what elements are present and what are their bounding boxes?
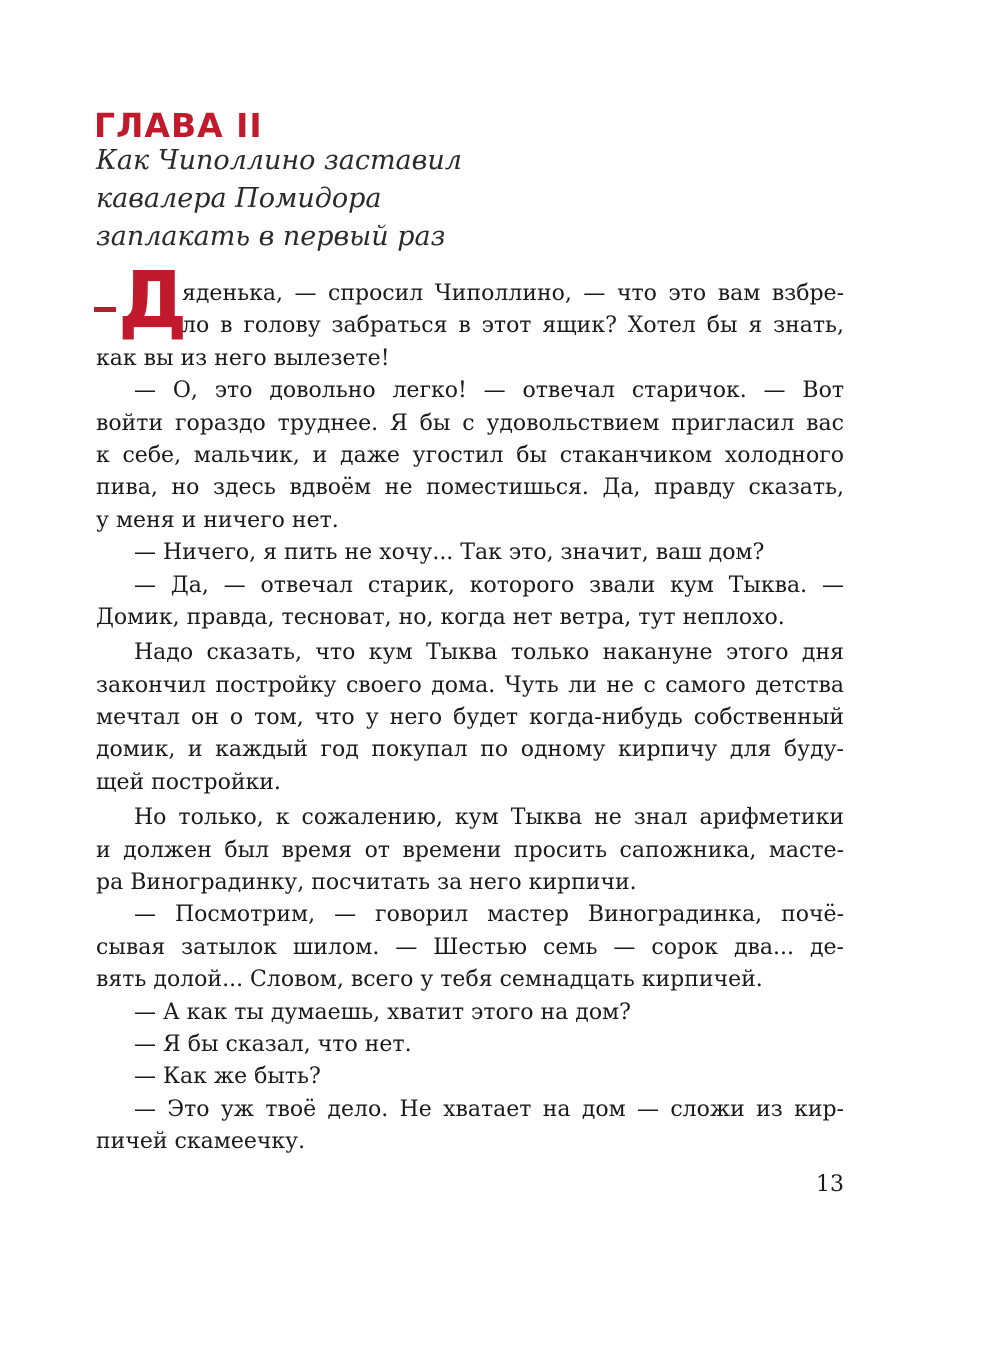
text-line: — Посмотрим, — говорил мастер Виноградинка, почё- — [134, 902, 844, 928]
text-line: к себе, мальчик, и даже угостил бы стаканчиком холодного — [96, 442, 844, 468]
text-line: Но только, к сожалению, кум Тыква не знал арифметики — [134, 805, 844, 831]
text-line: вять долой... Словом, всего у тебя семнадцать кирпичей. — [96, 967, 763, 993]
dropcap-letter: Д — [118, 256, 188, 346]
text-line: — Ничего, я пить не хочу... Так это, значит, ваш дом? — [134, 540, 765, 566]
text-line: — Это уж твоё дело. Не хватает на дом — сложи из кир- — [134, 1096, 844, 1122]
text-line: Домик, правда, тесноват, но, когда нет ветра, тут неплохо. — [96, 604, 785, 630]
text-line: войти гораздо труднее. Я бы с удовольствием пригласил вас — [96, 410, 844, 436]
text-line: — О, это довольно легко! — отвечал старичок. — Вот — [134, 378, 844, 404]
text-line: как вы из него вылезете! — [96, 345, 390, 371]
text-line: щей постройки. — [96, 769, 281, 795]
chapter-subtitle — [96, 142, 516, 256]
text-line: ра Виноградинку, посчитать за него кирпичи. — [96, 870, 637, 896]
body-text — [96, 278, 844, 1159]
text-line: ло в голову забраться в этот ящик? Хотел бы я знать, — [182, 313, 844, 339]
text-line: — Я бы сказал, что нет. — [134, 1031, 412, 1057]
text-line: — Да, — отвечал старик, которого звали кум Тыква. — — [134, 572, 844, 598]
page-number: 13 — [816, 1172, 844, 1197]
text-line: домик, и каждый год покупал по одному кирпичу для буду- — [96, 737, 844, 763]
text-line: — Как же быть? — [134, 1064, 321, 1090]
subtitle-line: Как Чиполлино заставил — [96, 145, 462, 176]
text-line: пичей скамеечку. — [96, 1129, 306, 1155]
text-line: пива, но здесь вдвоём не поместишься. Да, правду сказать, — [96, 475, 844, 501]
text-line: у меня и ничего нет. — [96, 507, 339, 533]
text-line: сывая затылок шилом. — Шестью семь — сорок два... де- — [96, 934, 844, 960]
text-line: яденька, — спросил Чиполлино, — что это вам взбре- — [182, 281, 844, 306]
text-line: мечтал он о том, что у него будет когда-нибудь собственный — [96, 705, 844, 731]
subtitle-line: заплакать в первый раз — [96, 221, 446, 252]
text-line: Надо сказать, что кум Тыква только накануне этого дня — [134, 640, 844, 666]
text-line: и должен был время от времени просить сапожника, масте- — [96, 837, 844, 863]
text-line: закончил постройку своего дома. Чуть ли не с самого детства — [96, 672, 844, 698]
text-line: — А как ты думаешь, хватит этого на дом? — [134, 999, 631, 1025]
chapter-title: ГЛАВА II — [94, 106, 263, 145]
subtitle-line: кавалера Помидора — [96, 183, 382, 214]
